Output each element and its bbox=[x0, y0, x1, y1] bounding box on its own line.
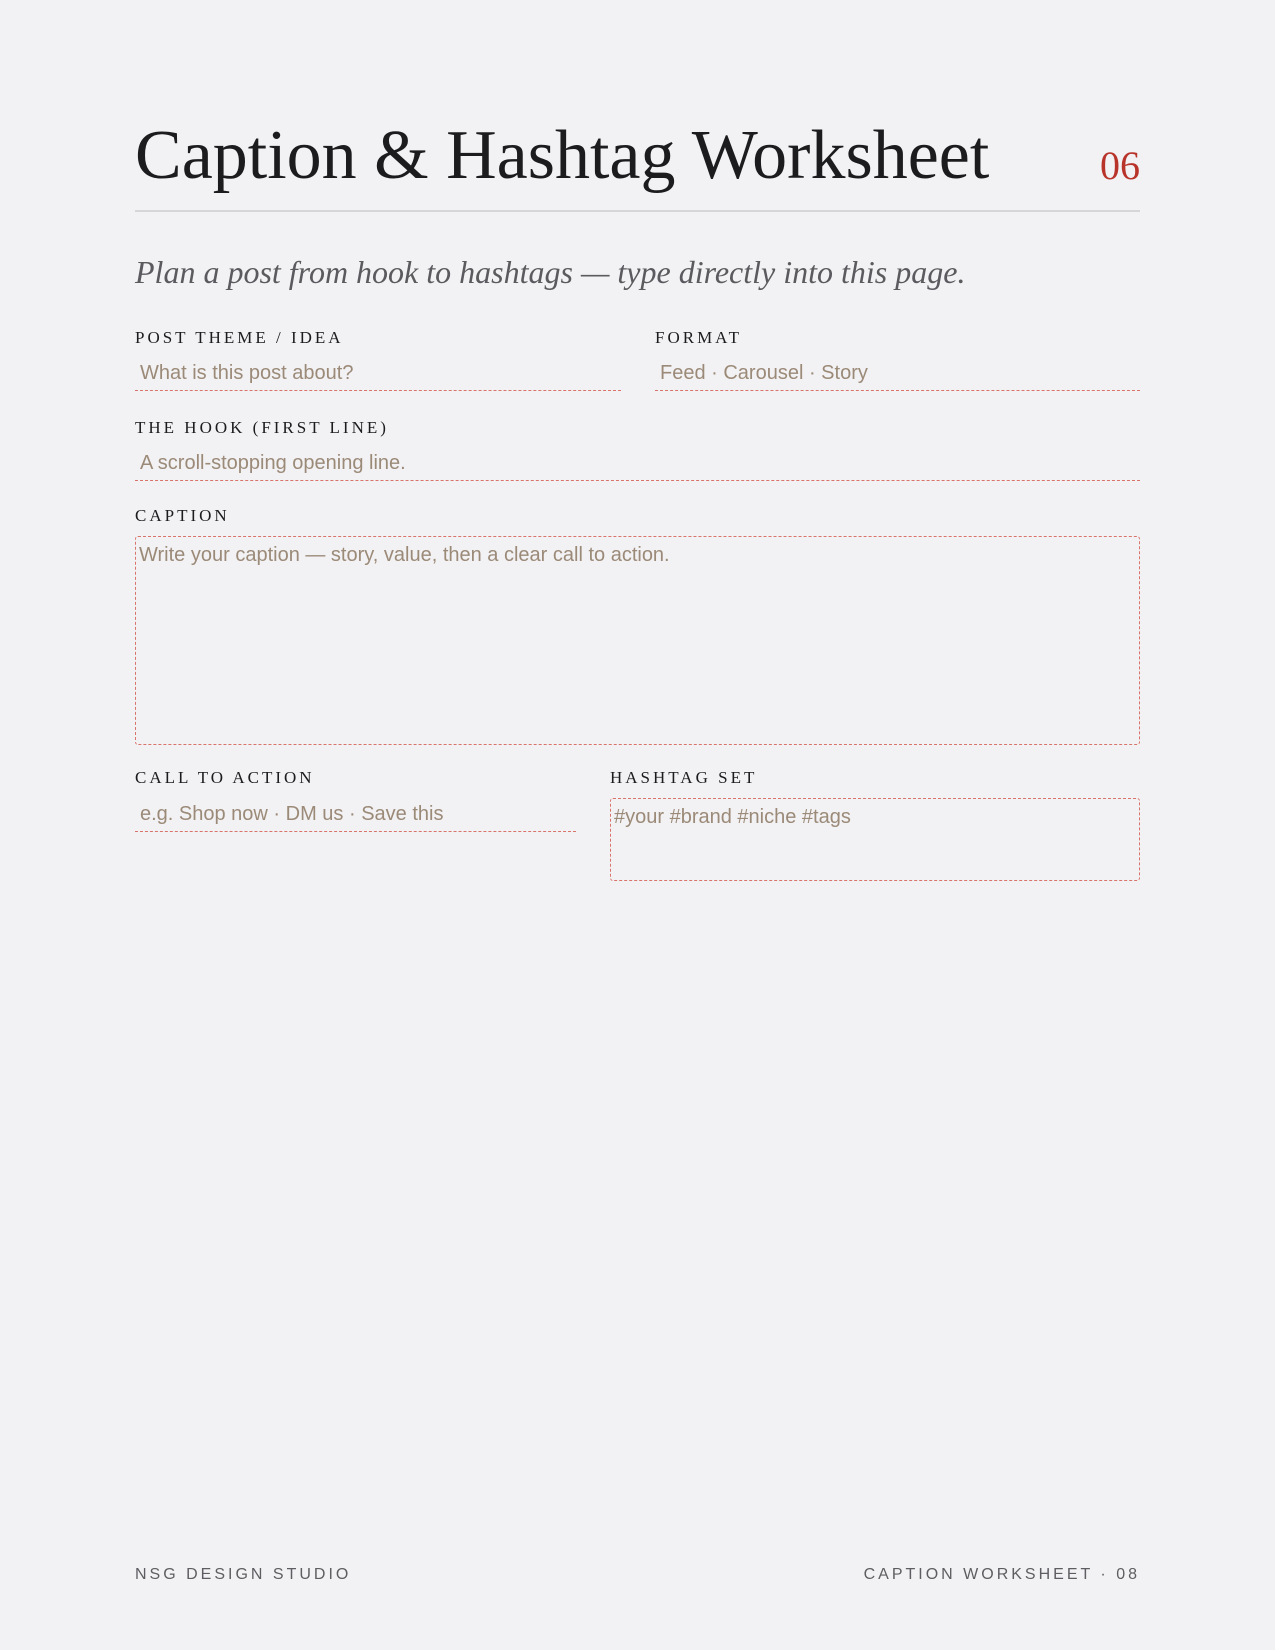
hook-label: THE HOOK (FIRST LINE) bbox=[135, 418, 389, 437]
theme-input[interactable] bbox=[135, 357, 621, 391]
caption-textarea[interactable] bbox=[135, 536, 1140, 745]
format-input[interactable] bbox=[655, 357, 1140, 391]
footer-worksheet-label: CAPTION WORKSHEET · 08 bbox=[863, 1566, 1140, 1583]
worksheet-page bbox=[135, 0, 1140, 1650]
page-number: 06 bbox=[1100, 143, 1140, 188]
theme-label: POST THEME / IDEA bbox=[135, 328, 344, 347]
page-title: Caption & Hashtag Worksheet bbox=[135, 117, 990, 194]
hashtags-label: HASHTAG SET bbox=[610, 768, 758, 787]
cta-input[interactable] bbox=[135, 798, 576, 832]
page-subtitle: Plan a post from hook to hashtags — type directly into this page. bbox=[135, 254, 966, 290]
footer-studio-name: NSG DESIGN STUDIO bbox=[135, 1566, 352, 1583]
caption-label: CAPTION bbox=[135, 506, 230, 525]
hashtags-textarea[interactable] bbox=[610, 798, 1140, 881]
hook-input[interactable] bbox=[135, 447, 1140, 481]
page-header bbox=[135, 108, 1140, 212]
format-label: FORMAT bbox=[655, 328, 742, 347]
cta-label: CALL TO ACTION bbox=[135, 768, 315, 787]
